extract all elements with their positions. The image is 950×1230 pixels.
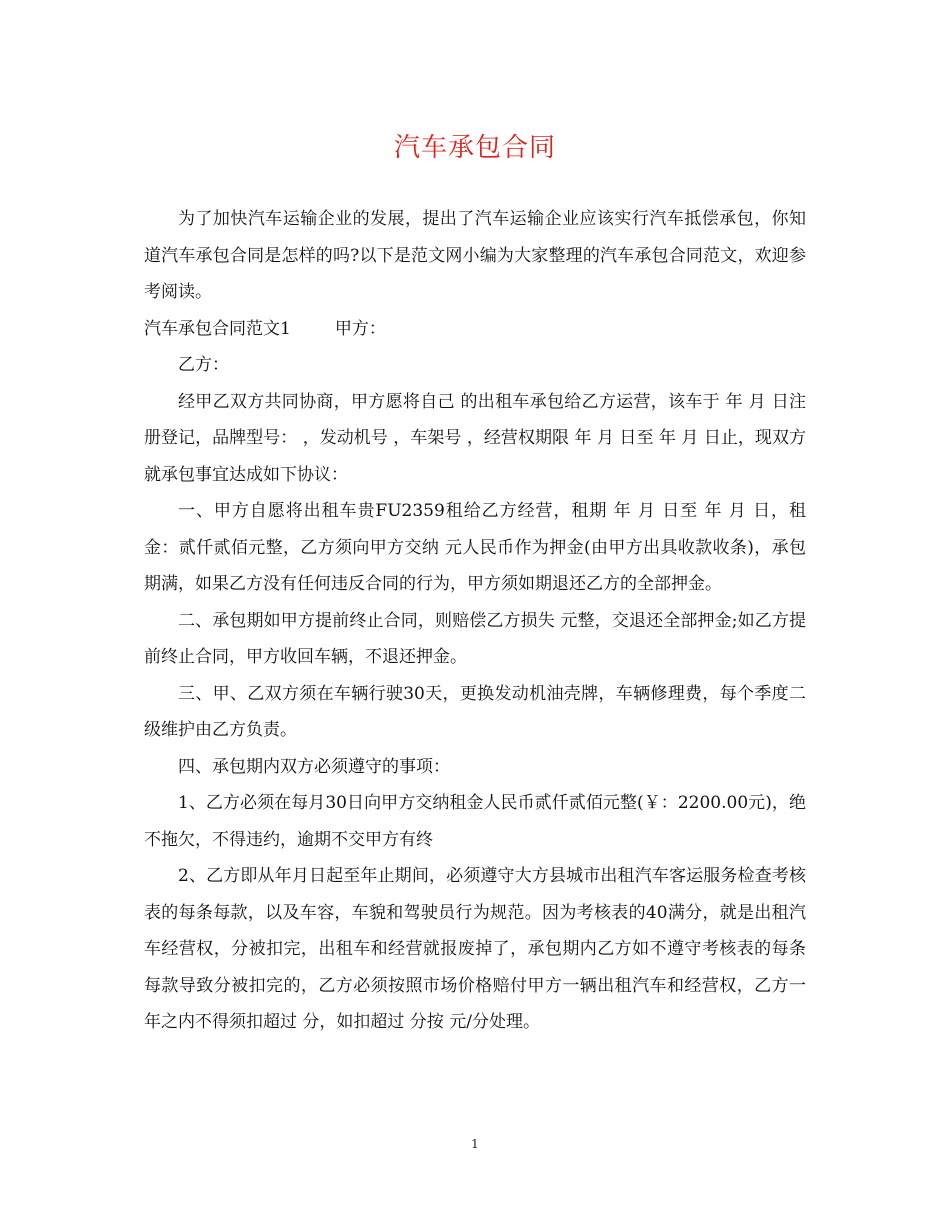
- party-b-label: 乙方：: [178, 355, 229, 375]
- document-body: [144, 201, 806, 1041]
- page-number: 1: [471, 1137, 479, 1151]
- party-a-label: 甲方：: [334, 318, 386, 339]
- contract-heading-line: [144, 311, 806, 348]
- clause-4-heading: 四、承包期内双方必须遵守的事项：: [178, 756, 450, 777]
- contract-subtitle: 汽车承包合同范文1: [144, 318, 291, 339]
- clause-2: 二、承包期如甲方提前终止合同，则赔偿乙方损失 元整，交退还全部押金;如乙方提前终止合同，甲方收回车辆，不退还押金。: [144, 610, 806, 667]
- intro-paragraph: 为了加快汽车运输企业的发展，提出了汽车运输企业应该实行汽车抵偿承包，你知道汽车承包合同是怎样的吗?以下是范文网小编为大家整理的汽车承包合同范文，欢迎参考阅读。: [144, 209, 806, 302]
- clause-4-item-1: 1、乙方必须在每月30日向甲方交纳租金人民币贰仟贰佰元整(￥：2200.00元)，绝不拖欠，不得违约，逾期不交甲方有终: [144, 793, 806, 850]
- document-title: 汽车承包合同: [393, 133, 556, 163]
- agreement-preamble: 经甲乙双方共同协商，甲方愿将自己 的出租车承包给乙方运营，该车于 年 月 日注册登记，品牌型号： ，发动机号 ，车架号 ，经营权期限 年 月 日至 年 月 日止，现双方就承包事宜达成如下协议：: [144, 391, 806, 485]
- clause-3: 三、甲、乙双方须在车辆行驶30天，更换发动机油壳牌，车辆修理费，每个季度二级维护由乙方负责。: [144, 683, 806, 740]
- clause-4-item-2: 2、乙方即从年月日起至年止期间，必须遵守大方县城市出租汽车客运服务检查考核表的每条每款，以及车容，车貌和驾驶员行为规范。因为考核表的40满分，就是出租汽车经营权，分被扣完，出租车和经营就报废掉了，承包期内乙方如不遵守考核表的每条每款导致分被扣完的，乙方必须按照市场价格赔付甲方一辆出租汽车和经营权，乙方一年之内不得须扣超过 分，如扣超过 分按 元/分处理。: [144, 866, 806, 1032]
- clause-1: 一、甲方自愿将出租车贵FU2359租给乙方经营，租期 年 月 日至 年 月 日，租金：贰仟贰佰元整，乙方须向甲方交纳 元人民币作为押金(由甲方出具收款收条)，承包期满，如果乙方没有任何违反合同的行为，甲方须如期退还乙方的全部押金。: [144, 501, 806, 594]
